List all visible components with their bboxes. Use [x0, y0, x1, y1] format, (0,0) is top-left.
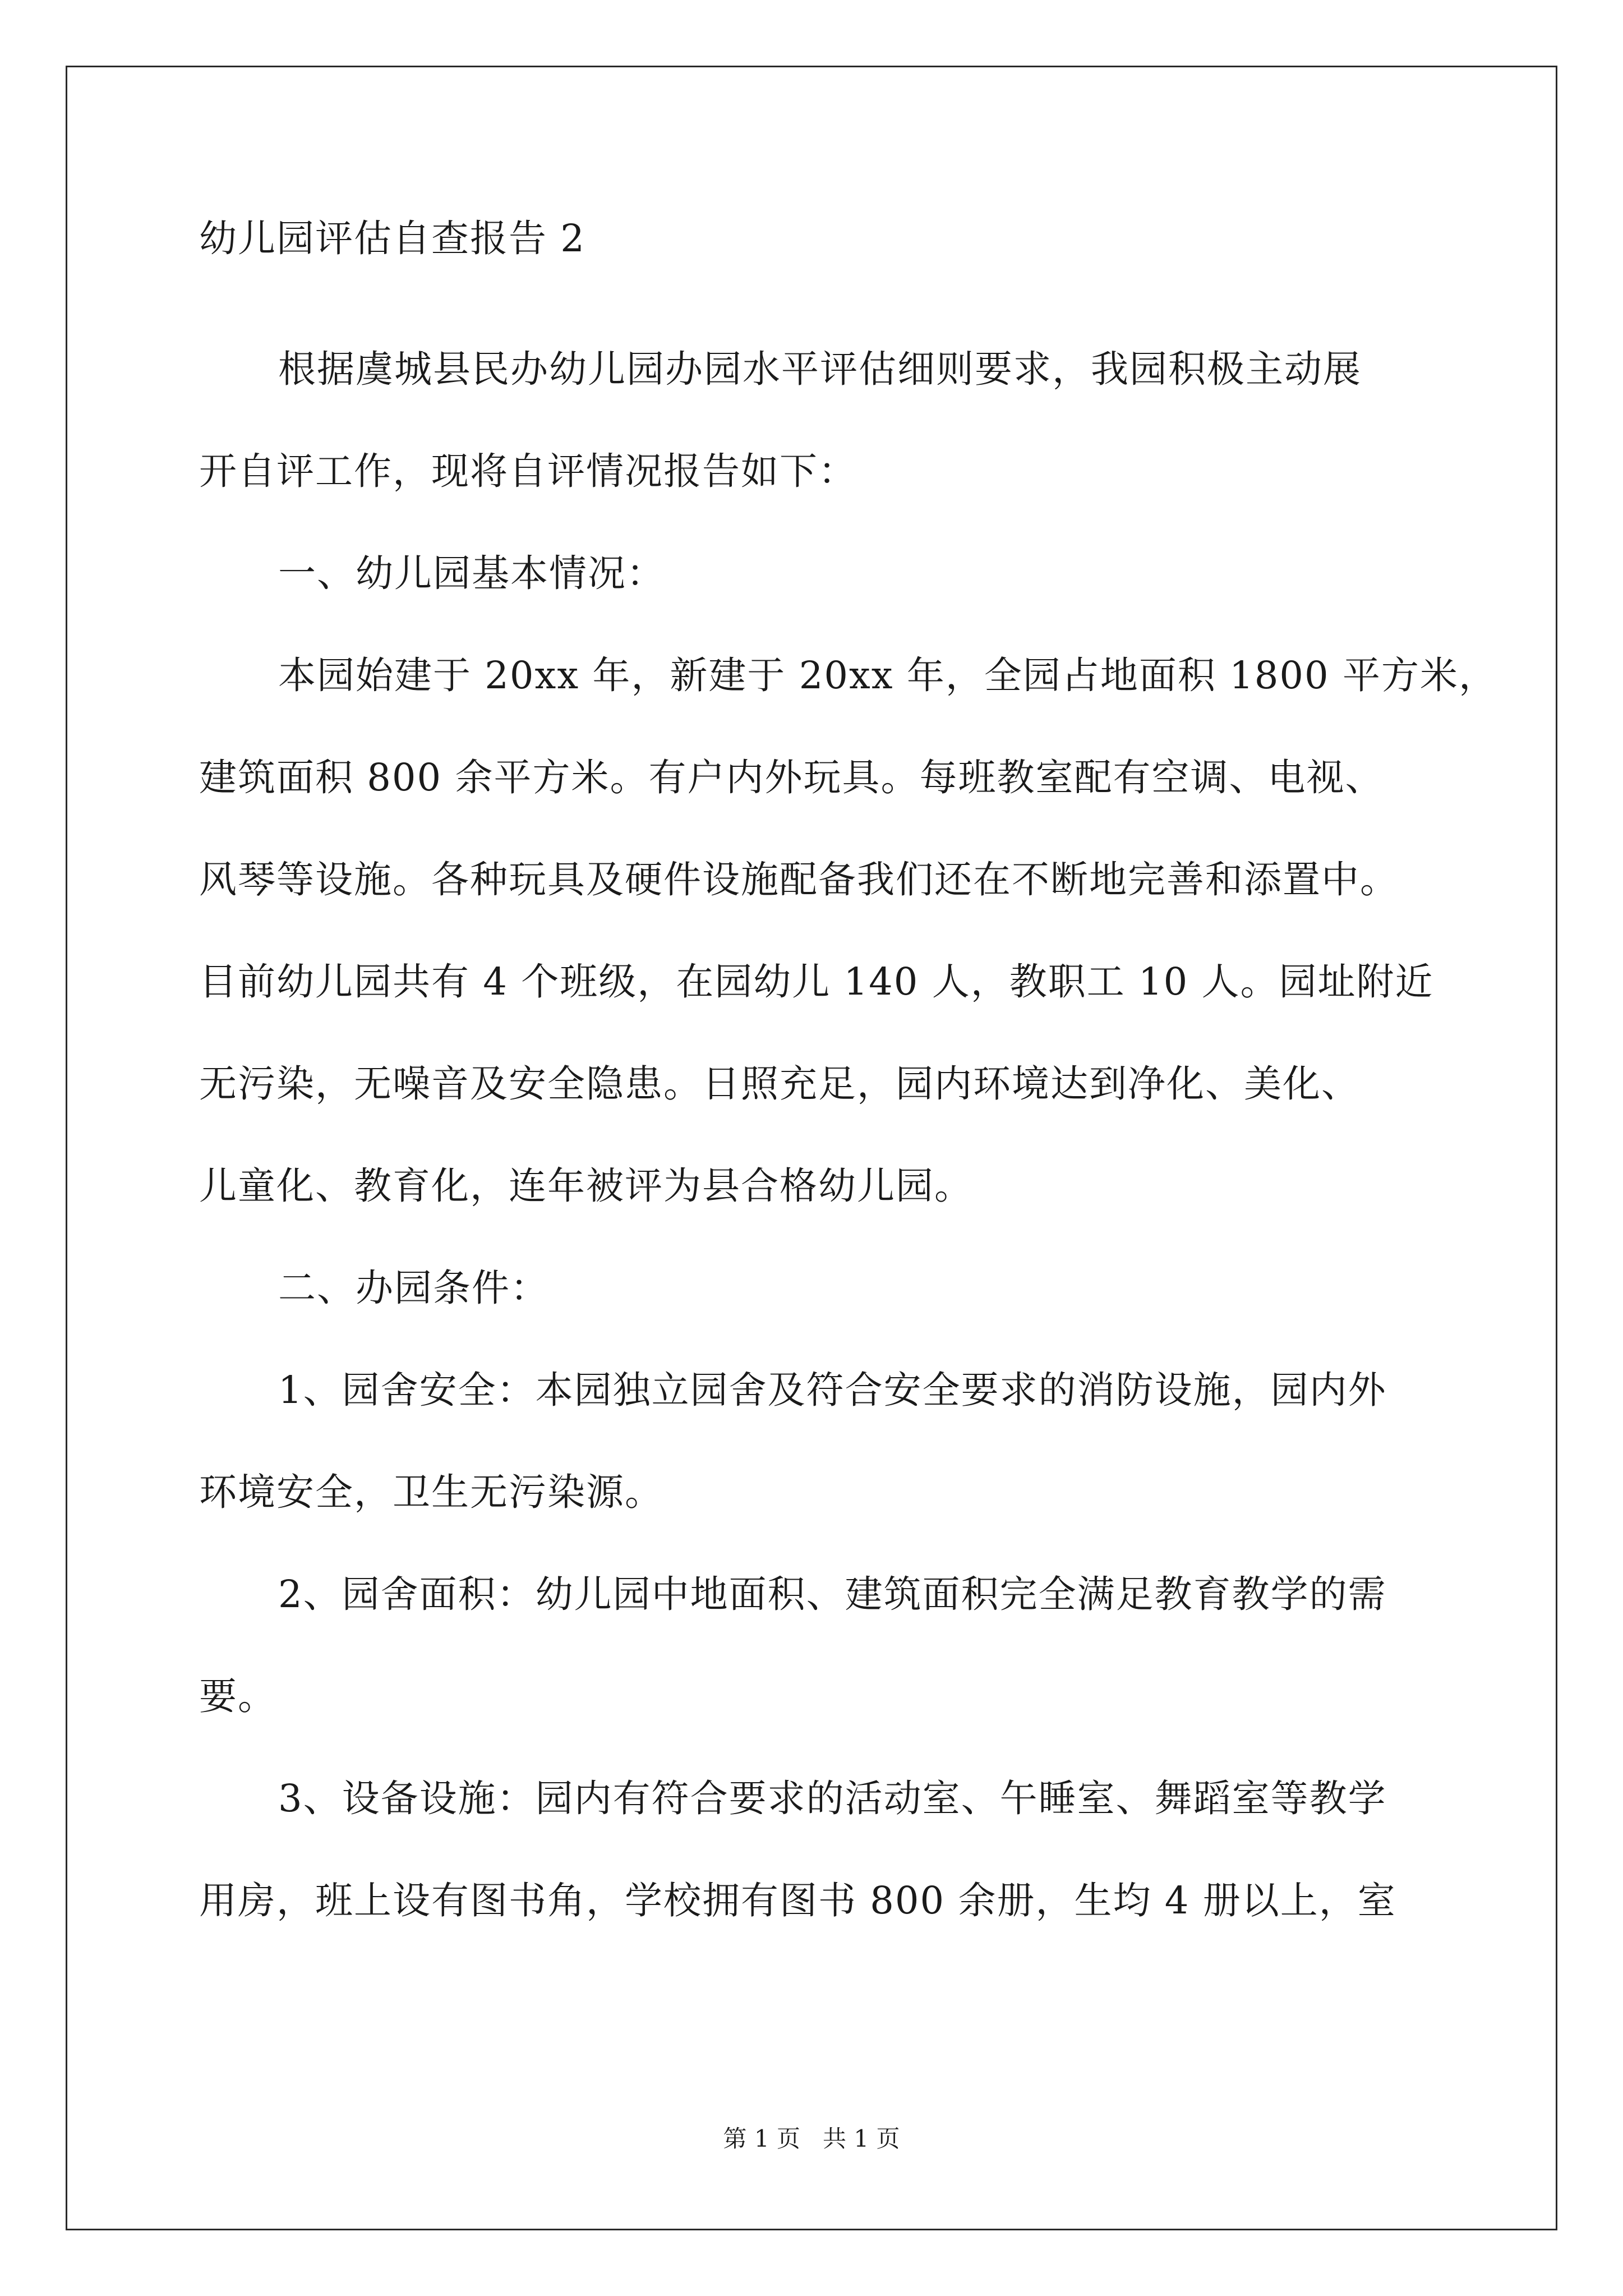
- paragraph-item-1: [199, 1339, 1433, 1543]
- paragraph-line: 开自评工作，现将自评情况报告如下：: [199, 449, 857, 493]
- section-heading: 二、办园条件：: [278, 1266, 549, 1310]
- paragraph-intro: [199, 318, 1433, 522]
- paragraph-line: 3、设备设施：园内有符合要求的活动室、午睡室、舞蹈室等教学: [278, 1777, 1387, 1820]
- paragraph-line: 儿童化、教育化，连年被评为县合格幼儿园。: [199, 1164, 973, 1208]
- document-title: 幼儿园评估自查报告 2: [199, 217, 585, 260]
- paragraph-item-2: [199, 1543, 1433, 1747]
- paragraph-line: 要。: [199, 1674, 276, 1718]
- paragraph-line: 目前幼儿园共有 4 个班级，在园幼儿 140 人，教职工 10 人。园址附近: [199, 960, 1434, 1004]
- paragraph-line: 1、园舍安全：本园独立园舍及符合安全要求的消防设施，园内外: [278, 1368, 1387, 1412]
- paragraph-line: 本园始建于 20xx 年，新建于 20xx 年，全园占地面积 1800 平方米，: [278, 654, 1497, 697]
- paragraph-line: 用房，班上设有图书角，学校拥有图书 800 余册，生均 4 册以上，室: [199, 1879, 1396, 1922]
- paragraph-item-3: [199, 1747, 1433, 1952]
- paragraph-line: 2、园舍面积：幼儿园中地面积、建筑面积完全满足教育教学的需: [278, 1572, 1387, 1616]
- section-heading: 一、幼儿园基本情况：: [278, 551, 665, 595]
- paragraph-line: 建筑面积 800 余平方米。有户内外玩具。每班教室配有空调、电视、: [199, 756, 1384, 799]
- document-body: [199, 216, 1497, 1952]
- paragraph-line: 无污染，无噪音及安全隐患。日照充足，园内环境达到净化、美化、: [199, 1062, 1360, 1106]
- page-number-current: 第 1 页: [723, 2125, 800, 2152]
- section-heading-conditions: [199, 1237, 1433, 1339]
- paragraph-line: 根据虞城县民办幼儿园办园水平评估细则要求，我园积极主动展: [278, 347, 1362, 391]
- paragraph-line: 环境安全，卫生无污染源。: [199, 1470, 663, 1514]
- paragraph-line: 风琴等设施。各种玩具及硬件设施配备我们还在不断地完善和添置中。: [199, 858, 1399, 901]
- section-heading-basic-info: [199, 522, 1433, 624]
- page-footer: [0, 2125, 1623, 2153]
- paragraph-basic-info: [199, 624, 1497, 1237]
- page-number-total: 共 1 页: [823, 2125, 900, 2152]
